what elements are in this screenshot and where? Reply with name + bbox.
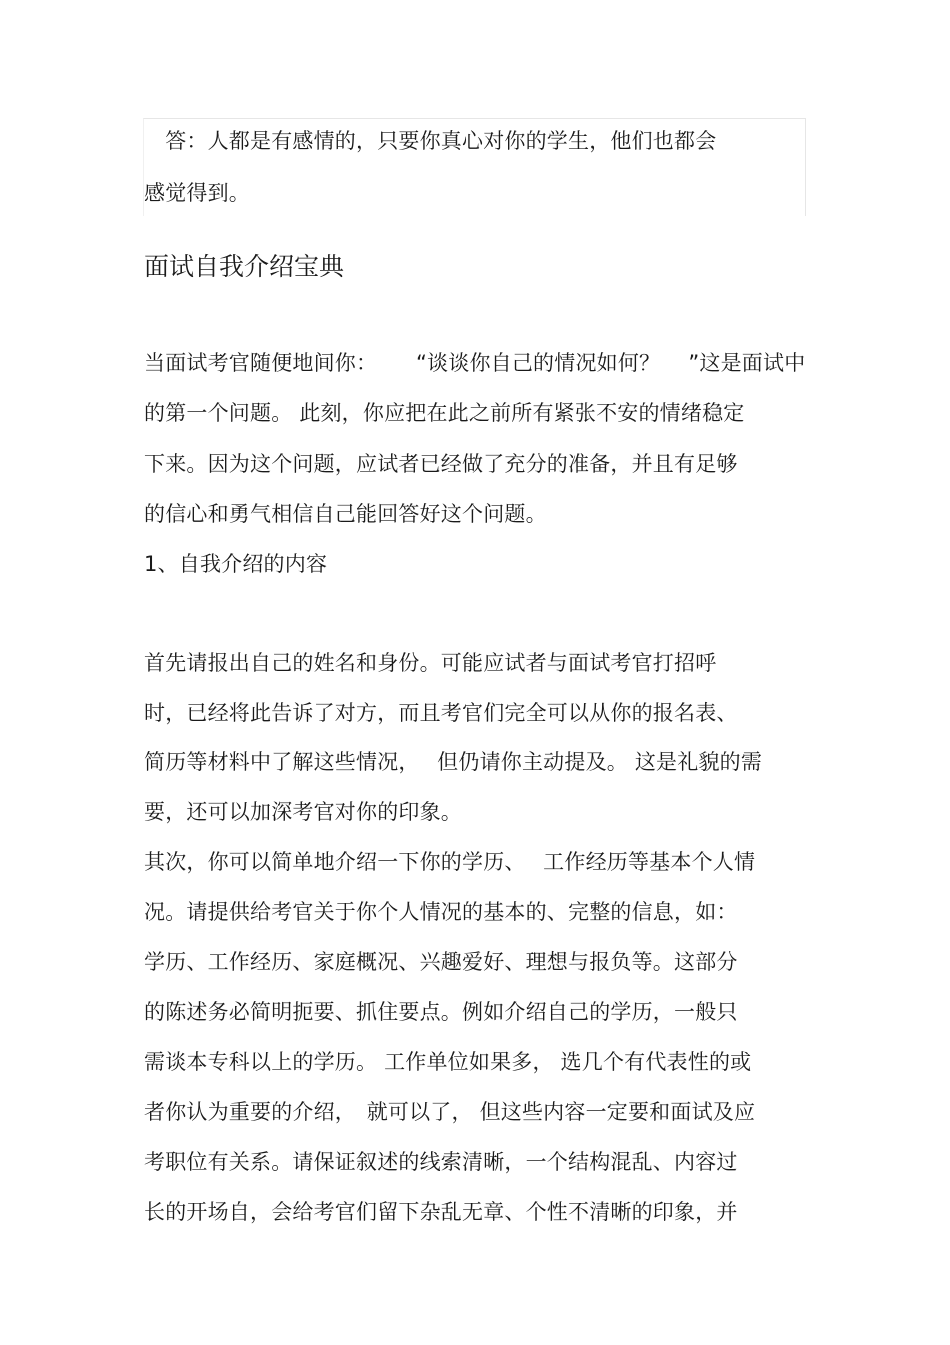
paragraph1-line-4: 的信心和勇气相信自己能回答好这个问题。 [144,502,547,526]
paragraph3-line-1: 其次，你可以简单地介绍一下你的学历、 工作经历等基本个人情 [144,850,756,874]
paragraph1-line-1: 当面试考官随便地间你： “谈谈你自己的情况如何？ ”这是面试中 [144,351,806,375]
paragraph3-line-6: 者你认为重要的介绍， 就可以了， 但这些内容一定要和面试及应 [144,1100,756,1124]
document-title: 面试自我介绍宝典 [144,252,345,281]
paragraph2-line-1: 首先请报出自己的姓名和身份。可能应试者与面试考官打招呼 [144,651,717,675]
paragraph1-line-3: 下来。因为这个问题，应试者已经做了充分的准备，并且有足够 [144,452,738,476]
paragraph3-line-7: 考职位有关系。请保证叙述的线索清晰，一个结构混乱、内容过 [144,1150,738,1174]
section-heading: 1、自我介绍的内容 [144,552,328,576]
paragraph3-line-3: 学历、工作经历、家庭概况、兴趣爱好、理想与报负等。这部分 [144,950,738,974]
answer-line-1: 答：人都是有感情的，只要你真心对你的学生，他们也都会 [144,129,717,153]
paragraph3-line-8: 长的开场自，会给考官们留下杂乱无章、个性不清晰的印象，并 [144,1200,738,1224]
answer-line-2: 感觉得到。 [144,181,250,205]
paragraph2-line-2: 时，已经将此告诉了对方，而且考官们完全可以从你的报名表、 [144,701,738,725]
paragraph2-line-4: 要，还可以加深考官对你的印象。 [144,800,462,824]
paragraph1-line-2: 的第一个问题。 此刻，你应把在此之前所有紧张不安的情绪稳定 [144,401,745,425]
paragraph3-line-4: 的陈述务必简明扼要、抓住要点。例如介绍自己的学历，一般只 [144,1000,738,1024]
paragraph3-line-5: 需谈本专科以上的学历。 工作单位如果多， 选几个有代表性的或 [144,1050,752,1074]
paragraph3-line-2: 况。请提供给考官关于你个人情况的基本的、完整的信息，如： [144,900,738,924]
paragraph2-line-3: 简历等材料中了解这些情况， 但仍请你主动提及。 这是礼貌的需 [144,750,763,774]
